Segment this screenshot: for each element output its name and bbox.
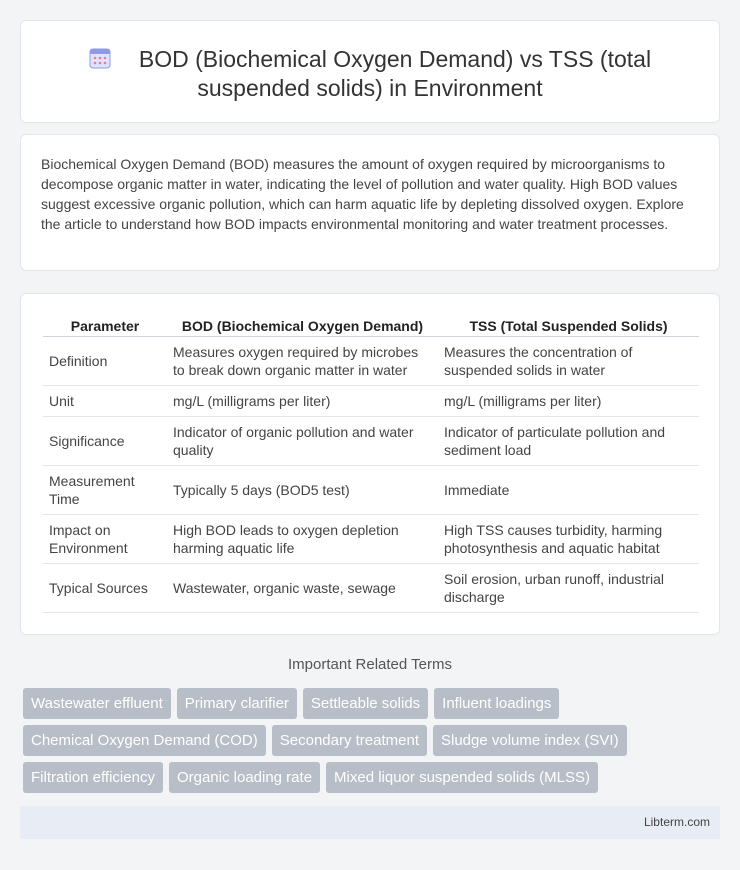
cell-bod: High BOD leads to oxygen depletion harming aquatic life <box>167 515 438 564</box>
intro-paragraph: Biochemical Oxygen Demand (BOD) measures the amount of oxygen required by microorganisms to decompose organic matter in water, indicating the level of pollution and water quality. High BOD values suggest excessive organic pollution, which can harm aquatic life by depleting dissolved oxygen. Explore the article to understand how BOD impacts environmental monitoring and water treatment processes. <box>41 156 684 232</box>
page-title-line2: suspended solids) in Environment <box>197 75 543 101</box>
cell-tss: Measures the concentration of suspended solids in water <box>438 337 699 386</box>
page-title <box>21 45 719 103</box>
tag-mlss[interactable]: Mixed liquor suspended solids (MLSS) <box>326 762 598 793</box>
header-parameter: Parameter <box>43 316 167 337</box>
tag-wastewater-effluent[interactable]: Wastewater effluent <box>23 688 171 719</box>
comparison-table-card <box>20 293 720 635</box>
table-row <box>43 564 699 613</box>
tag-row <box>23 688 723 719</box>
cell-bod: mg/L (milligrams per liter) <box>167 386 438 417</box>
header-bod: BOD (Biochemical Oxygen Demand) <box>167 316 438 337</box>
footer <box>20 806 720 839</box>
table-row <box>43 515 699 564</box>
cell-bod: Measures oxygen required by microbes to break down organic matter in water <box>167 337 438 386</box>
cell-parameter: Typical Sources <box>43 564 167 613</box>
related-terms-title: Important Related Terms <box>288 656 452 673</box>
tag-organic-loading-rate[interactable]: Organic loading rate <box>169 762 320 793</box>
table-row <box>43 386 699 417</box>
page-title-line1: BOD (Biochemical Oxygen Demand) vs TSS (total <box>138 46 652 72</box>
cell-parameter: Definition <box>43 337 167 386</box>
cell-tss: Soil erosion, urban runoff, industrial discharge <box>438 564 699 613</box>
tag-row <box>23 762 723 793</box>
cell-tss: mg/L (milligrams per liter) <box>438 386 699 417</box>
tag-primary-clarifier[interactable]: Primary clarifier <box>177 688 297 719</box>
footer-site-link[interactable]: Libterm.com <box>643 815 710 829</box>
cell-bod: Typically 5 days (BOD5 test) <box>167 466 438 515</box>
cell-parameter: Unit <box>43 386 167 417</box>
cell-bod: Wastewater, organic waste, sewage <box>167 564 438 613</box>
cell-parameter: Impact on Environment <box>43 515 167 564</box>
cell-tss: Indicator of particulate pollution and sediment load <box>438 417 699 466</box>
cell-bod: Indicator of organic pollution and water quality <box>167 417 438 466</box>
tag-filtration-efficiency[interactable]: Filtration efficiency <box>23 762 163 793</box>
related-terms-tags <box>23 688 723 799</box>
title-card <box>20 20 720 123</box>
cell-parameter: Measurement Time <box>43 466 167 515</box>
cell-tss: High TSS causes turbidity, harming photosynthesis and aquatic habitat <box>438 515 699 564</box>
comparison-table <box>43 316 699 613</box>
tag-influent-loadings[interactable]: Influent loadings <box>434 688 559 719</box>
tag-settleable-solids[interactable]: Settleable solids <box>303 688 428 719</box>
intro-card <box>20 134 720 271</box>
tag-secondary-treatment[interactable]: Secondary treatment <box>272 725 427 756</box>
cell-parameter: Significance <box>43 417 167 466</box>
table-row <box>43 466 699 515</box>
table-header-row <box>43 316 699 337</box>
header-tss: TSS (Total Suspended Solids) <box>438 316 699 337</box>
cell-tss: Immediate <box>438 466 699 515</box>
tag-cod[interactable]: Chemical Oxygen Demand (COD) <box>23 725 266 756</box>
table-row <box>43 417 699 466</box>
tag-row <box>23 725 723 756</box>
tag-svi[interactable]: Sludge volume index (SVI) <box>433 725 627 756</box>
table-row <box>43 337 699 386</box>
